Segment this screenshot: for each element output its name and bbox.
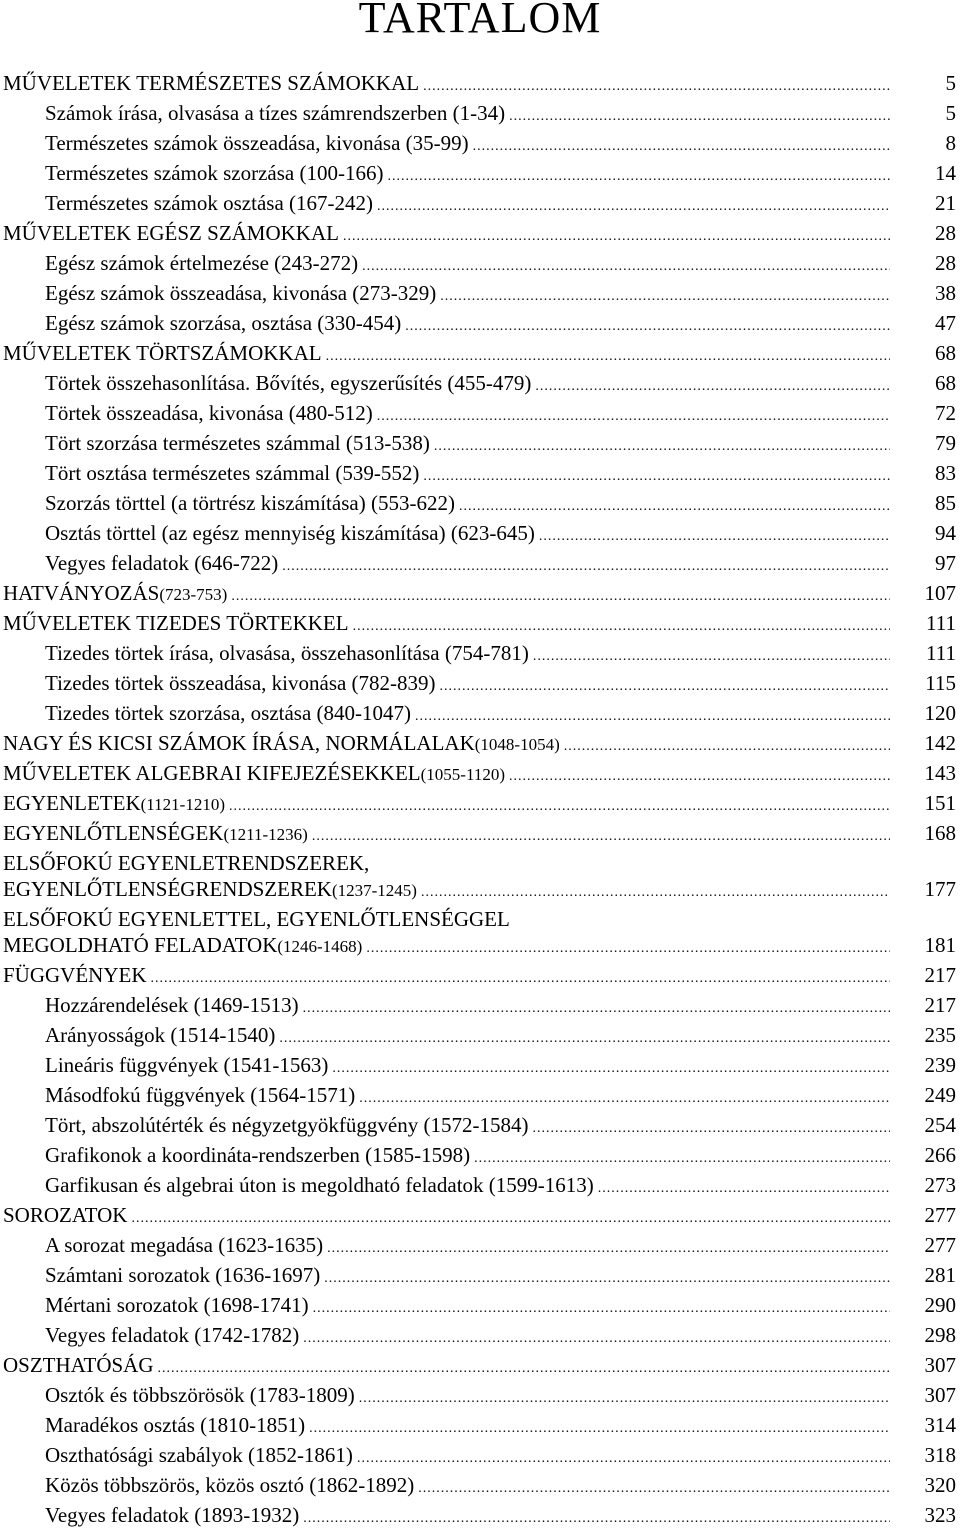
dot-leader	[359, 1086, 890, 1112]
toc-page-number: 217	[924, 963, 956, 987]
toc-entry-title: Vegyes feladatok (1742-1782)	[45, 1323, 300, 1347]
dot-leader	[313, 1296, 890, 1322]
dot-leader	[532, 1116, 890, 1142]
dot-leader	[279, 1026, 890, 1052]
dot-leader	[362, 254, 890, 280]
toc-entry-title-line: ELSŐFOKÚ EGYENLETTEL, EGYENLŐTLENSÉGGEL	[3, 907, 510, 931]
toc-entry-title: Tört, abszolútérték és négyzetgyökfüggvény (1572-1584)	[45, 1113, 529, 1137]
dot-leader	[303, 1506, 890, 1532]
toc-page-number: 72	[935, 401, 956, 425]
toc-entry	[0, 490, 960, 520]
toc-page-number: 142	[924, 731, 956, 755]
toc-entry	[0, 550, 960, 580]
toc-page-number: 307	[924, 1383, 956, 1407]
toc-entry-title: Vegyes feladatok (646-722)	[45, 551, 279, 575]
toc-page-number: 38	[935, 281, 956, 305]
toc-entry-title: EGYENLŐTLENSÉGEK	[3, 821, 224, 845]
toc-entry-title: MŰVELETEK TERMÉSZETES SZÁMOKKAL	[3, 71, 420, 95]
toc-entry	[0, 1472, 960, 1502]
toc-entry-title: Tizedes törtek összeadása, kivonása (782-839)	[45, 671, 436, 695]
toc-entry	[0, 430, 960, 460]
toc-page-number: 249	[924, 1083, 956, 1107]
toc-page-number: 235	[924, 1023, 956, 1047]
dot-leader	[231, 584, 890, 610]
dot-leader	[131, 1206, 890, 1232]
toc-entry	[0, 400, 960, 430]
toc-entry	[0, 520, 960, 550]
toc-page-number: 239	[924, 1053, 956, 1077]
toc-entry-title: SOROZATOK	[3, 1203, 128, 1227]
dot-leader	[366, 936, 890, 962]
toc-page-number: 28	[935, 221, 956, 245]
dot-leader	[598, 1176, 890, 1202]
toc-entry-title: Számok írása, olvasása a tízes számrendszerben (1-34)	[45, 101, 506, 125]
toc-entry	[0, 760, 960, 790]
toc-page-number: 314	[924, 1413, 956, 1437]
dot-leader	[509, 764, 890, 790]
toc-entry	[0, 460, 960, 490]
toc-entry	[0, 820, 960, 850]
toc-page-number: 254	[924, 1113, 956, 1137]
toc-entry-title: MŰVELETEK ALGEBRAI KIFEJEZÉSEKKEL	[3, 761, 421, 785]
toc-page-number: 14	[935, 161, 956, 185]
dot-leader	[423, 74, 890, 100]
dot-leader	[387, 164, 890, 190]
toc-page-number: 94	[935, 521, 956, 545]
toc-entry	[0, 1022, 960, 1052]
toc-entry	[0, 1172, 960, 1202]
toc-entry	[0, 730, 960, 760]
toc-page-number: 111	[926, 641, 956, 665]
toc-page-number: 281	[924, 1263, 956, 1287]
toc-entry-title: Törtek összeadása, kivonása (480-512)	[45, 401, 373, 425]
toc-entry-title: EGYENLŐTLENSÉGRENDSZEREK	[3, 877, 332, 901]
dot-leader	[303, 1326, 890, 1352]
toc-entry	[0, 1052, 960, 1082]
toc-page-number: 120	[924, 701, 956, 725]
dot-leader	[440, 284, 890, 310]
toc-entry-title: MŰVELETEK EGÉSZ SZÁMOKKAL	[3, 221, 339, 245]
dot-leader	[564, 734, 890, 760]
toc-page-number: 181	[924, 933, 956, 957]
toc-page-number: 323	[924, 1503, 956, 1527]
toc-page-number: 47	[935, 311, 956, 335]
dot-leader	[418, 1476, 890, 1502]
toc-page-number: 290	[924, 1293, 956, 1317]
toc-entry-range: (1048-1054)	[474, 735, 560, 754]
toc-entry	[0, 70, 960, 100]
toc-entry-title: HATVÁNYOZÁS	[3, 581, 160, 605]
toc-entry	[0, 280, 960, 310]
toc-page-number: 217	[924, 993, 956, 1017]
dot-leader	[151, 966, 891, 992]
toc-entry-range: (1237-1245)	[331, 881, 417, 900]
toc-entry-range: (1211-1236)	[223, 825, 308, 844]
dot-leader	[353, 614, 890, 640]
dot-leader	[509, 104, 890, 130]
dot-leader	[229, 794, 890, 820]
toc-entry	[0, 700, 960, 730]
toc-entry-title: Egész számok összeadása, kivonása (273-329)	[45, 281, 437, 305]
dot-leader	[377, 194, 890, 220]
toc-entry	[0, 1112, 960, 1142]
toc-entry-title: Természetes számok osztása (167-242)	[45, 191, 373, 215]
toc-entry-title: Grafikonok a koordináta-rendszerben (1585-1598)	[45, 1143, 471, 1167]
toc-entry	[0, 906, 960, 962]
dot-leader	[405, 314, 890, 340]
toc-entry-title: Osztás törttel (az egész mennyiség kiszámítása) (623-645)	[45, 521, 535, 545]
toc-entry-title: Természetes számok szorzása (100-166)	[45, 161, 384, 185]
toc-entry-title: Vegyes feladatok (1893-1932)	[45, 1503, 300, 1527]
toc-entry	[0, 250, 960, 280]
toc-page-number: 68	[935, 371, 956, 395]
toc-entry-title: Szorzás törttel (a törtrész kiszámítása) (553-622)	[45, 491, 455, 515]
toc-entry-title: Törtek összehasonlítása. Bővítés, egyszerűsítés (455-479)	[45, 371, 532, 395]
toc-entry-title-line: ELSŐFOKÚ EGYENLETRENDSZEREK,	[3, 851, 370, 875]
toc-entry-title: Tizedes törtek szorzása, osztása (840-1047)	[45, 701, 412, 725]
toc-entry	[0, 790, 960, 820]
toc-entry	[0, 580, 960, 610]
toc-page-number: 266	[924, 1143, 956, 1167]
toc-entry-title: OSZTHATÓSÁG	[3, 1353, 154, 1377]
toc-entry-title: Garfikusan és algebrai úton is megoldható feladatok (1599-1613)	[45, 1173, 594, 1197]
toc-entry	[0, 220, 960, 250]
toc-entry-title: EGYENLETEK	[3, 791, 141, 815]
toc-page-number: 298	[924, 1323, 956, 1347]
dot-leader	[327, 1236, 890, 1262]
dot-leader	[423, 464, 890, 490]
toc-entry-title: Mértani sorozatok (1698-1741)	[45, 1293, 309, 1317]
toc-page-number: 79	[935, 431, 956, 455]
toc-entry	[0, 340, 960, 370]
toc-entry	[0, 992, 960, 1022]
toc-entry-range: (1121-1210)	[140, 795, 225, 814]
toc-page-number: 83	[935, 461, 956, 485]
toc-entry-title: Hozzárendelések (1469-1513)	[45, 993, 299, 1017]
dot-leader	[377, 404, 890, 430]
toc-page-number: 68	[935, 341, 956, 365]
dot-leader	[421, 880, 890, 906]
toc-page-number: 5	[945, 71, 956, 95]
toc-page-number: 111	[926, 611, 956, 635]
page-title: TARTALOM	[358, 0, 602, 42]
toc-entry-title: Másodfokú függvények (1564-1571)	[45, 1083, 356, 1107]
toc-entry	[0, 1322, 960, 1352]
toc-entry	[0, 1382, 960, 1412]
toc-entry	[0, 1232, 960, 1262]
toc-entry-title: MEGOLDHATÓ FELADATOK	[3, 933, 278, 957]
toc-entry-title: NAGY ÉS KICSI SZÁMOK ÍRÁSA, NORMÁLALAK	[3, 731, 475, 755]
toc-entry-title: MŰVELETEK TÖRTSZÁMOKKAL	[3, 341, 322, 365]
toc-entry	[0, 1202, 960, 1232]
dot-leader	[415, 704, 890, 730]
toc-page-number: 273	[924, 1173, 956, 1197]
toc-page-number: 28	[935, 251, 956, 275]
toc-entry-title: A sorozat megadása (1623-1635)	[45, 1233, 324, 1257]
toc-entry-range: (1246-1468)	[277, 937, 363, 956]
toc-page-number: 21	[935, 191, 956, 215]
toc-entry-title: Arányosságok (1514-1540)	[45, 1023, 276, 1047]
dot-leader	[357, 1446, 890, 1472]
toc-entry	[0, 1412, 960, 1442]
toc-entry	[0, 670, 960, 700]
toc-page-number: 168	[924, 821, 956, 845]
dot-leader	[533, 644, 890, 670]
dot-leader	[158, 1356, 890, 1382]
toc-entry-title: Tört szorzása természetes számmal (513-538)	[45, 431, 430, 455]
toc-page-number: 115	[925, 671, 956, 695]
toc-entry	[0, 640, 960, 670]
toc-page-number: 320	[924, 1473, 956, 1497]
toc-entry	[0, 1292, 960, 1322]
toc-page-number: 277	[924, 1203, 956, 1227]
toc-page-number: 277	[924, 1233, 956, 1257]
toc-entry-title: Lineáris függvények (1541-1563)	[45, 1053, 329, 1077]
dot-leader	[343, 224, 890, 250]
toc-entry-range: (1055-1120)	[420, 765, 505, 784]
toc-page-number: 5	[945, 101, 956, 125]
dot-leader	[332, 1056, 890, 1082]
table-of-contents	[0, 70, 960, 1532]
dot-leader	[312, 824, 890, 850]
toc-entry	[0, 962, 960, 992]
toc-entry	[0, 610, 960, 640]
toc-entry	[0, 1142, 960, 1172]
dot-leader	[309, 1416, 890, 1442]
toc-entry	[0, 370, 960, 400]
dot-leader	[324, 1266, 890, 1292]
dot-leader	[303, 996, 890, 1022]
dot-leader	[326, 344, 890, 370]
toc-entry-title: Osztók és többszörösök (1783-1809)	[45, 1383, 355, 1407]
toc-entry-title: FÜGGVÉNYEK	[3, 963, 147, 987]
dot-leader	[474, 1146, 890, 1172]
toc-entry	[0, 850, 960, 906]
toc-page-number: 97	[935, 551, 956, 575]
toc-entry	[0, 310, 960, 340]
toc-entry	[0, 130, 960, 160]
toc-page-number: 107	[924, 581, 956, 605]
toc-entry-title: Természetes számok összeadása, kivonása (35-99)	[45, 131, 469, 155]
toc-page-number: 143	[924, 761, 956, 785]
toc-page-number: 318	[924, 1443, 956, 1467]
toc-entry	[0, 160, 960, 190]
toc-page-number: 85	[935, 491, 956, 515]
dot-leader	[282, 554, 890, 580]
toc-entry	[0, 1442, 960, 1472]
toc-page-number: 8	[945, 131, 956, 155]
toc-entry-title: MŰVELETEK TIZEDES TÖRTEKKEL	[3, 611, 349, 635]
toc-page-number: 151	[924, 791, 956, 815]
toc-entry-title: Közös többszörös, közös osztó (1862-1892)	[45, 1473, 415, 1497]
toc-entry-range: (723-753)	[159, 585, 228, 604]
toc-entry-title: Tört osztása természetes számmal (539-552)	[45, 461, 420, 485]
dot-leader	[539, 524, 890, 550]
toc-entry-title: Egész számok értelmezése (243-272)	[45, 251, 359, 275]
toc-entry-title: Tizedes törtek írása, olvasása, összehasonlítása (754-781)	[45, 641, 529, 665]
toc-entry-title: Számtani sorozatok (1636-1697)	[45, 1263, 321, 1287]
toc-entry	[0, 1262, 960, 1292]
dot-leader	[434, 434, 890, 460]
toc-entry	[0, 190, 960, 220]
dot-leader	[473, 134, 890, 160]
toc-entry-title: Oszthatósági szabályok (1852-1861)	[45, 1443, 353, 1467]
toc-entry-title: Egész számok szorzása, osztása (330-454)	[45, 311, 402, 335]
toc-page-number: 177	[924, 877, 956, 901]
toc-entry-title: Maradékos osztás (1810-1851)	[45, 1413, 306, 1437]
dot-leader	[440, 674, 890, 700]
dot-leader	[459, 494, 890, 520]
toc-page-number: 307	[924, 1353, 956, 1377]
toc-entry	[0, 1502, 960, 1532]
dot-leader	[535, 374, 890, 400]
toc-entry	[0, 100, 960, 130]
dot-leader	[359, 1386, 890, 1412]
toc-entry	[0, 1352, 960, 1382]
toc-entry	[0, 1082, 960, 1112]
